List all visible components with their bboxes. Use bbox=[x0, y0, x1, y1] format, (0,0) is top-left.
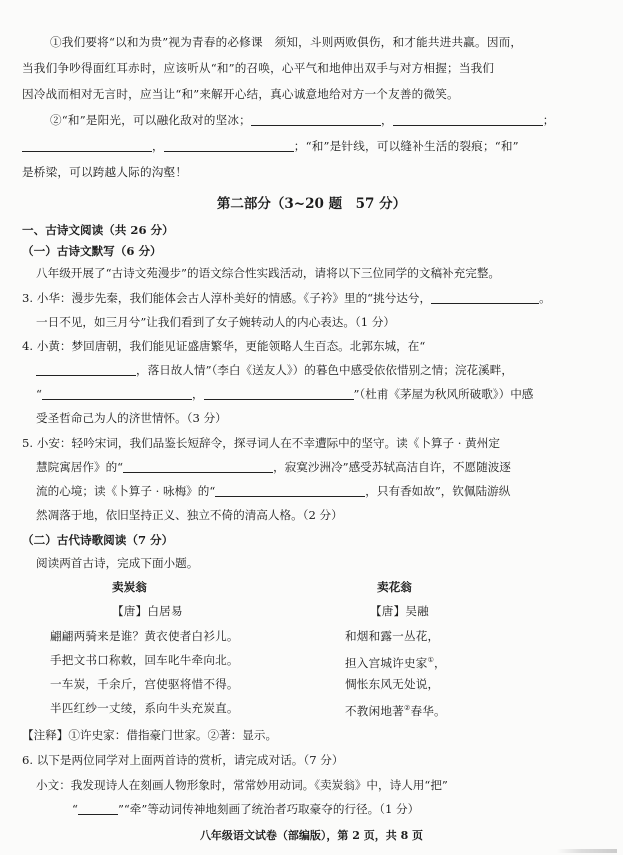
q4-line3 bbox=[36, 386, 605, 402]
answer-blank-4[interactable] bbox=[164, 139, 294, 152]
q4-text-2: ，落日故人情”（李白《送友人》）的暮色中感受依依惜别之情；浣花溪畔， bbox=[136, 363, 513, 377]
section1-heading: 一、古诗文阅读（共 26 分） bbox=[22, 223, 174, 237]
q5-text-2a: 慧院寓居作》的“ bbox=[36, 460, 124, 474]
footnote-marker-2: ② bbox=[403, 704, 411, 712]
q5-line3 bbox=[36, 483, 605, 499]
q4-blank-1[interactable] bbox=[36, 363, 136, 376]
q4-text-3: ”（杜甫《茅屋为秋风所破歌》）中感 bbox=[353, 387, 534, 401]
poem2-line: 和烟和露一丛花， bbox=[345, 629, 440, 643]
comma: ， bbox=[191, 387, 204, 401]
poem-notes: 【注释】①许史家：借指豪门世家。②著：显示。 bbox=[22, 728, 278, 742]
poem2-line-text: 不教闲地著 bbox=[345, 703, 404, 718]
part1-sentence-sun: ②“和”是阳光，可以融化敌对的坚冰； bbox=[50, 113, 251, 127]
comma: ， bbox=[152, 139, 164, 153]
poem2-line: 惆怅东风无处说， bbox=[345, 677, 440, 691]
q4-blank-3[interactable] bbox=[204, 387, 354, 400]
q5-line4: 然凋落于地，依旧坚持正义、独立不倚的清高人格。（2 分） bbox=[36, 508, 343, 522]
q5-text-3b: ，只有香如故”，钦佩陆游纵 bbox=[365, 484, 511, 498]
open-quote: “ bbox=[72, 802, 78, 816]
q6-text-3: ”“牵”等动词传神地刻画了统治者巧取豪夺的行径。（1 分） bbox=[117, 802, 420, 816]
poem1-title: 卖炭翁 bbox=[112, 580, 147, 594]
q5-line2 bbox=[36, 459, 605, 475]
poem1-author: 【唐】白居易 bbox=[112, 604, 183, 618]
q6-line1: 6. 以下是两位同学对上面两首诗的赏析，请完成对话。（7 分） bbox=[22, 753, 344, 767]
q3-line2: 一日不见，如三月兮”让我们看到了女子婉转动人的内心表达。（1 分） bbox=[36, 315, 396, 329]
scan-smudge bbox=[557, 849, 617, 853]
comma: ， bbox=[434, 655, 446, 670]
poem2-author: 【唐】吴融 bbox=[370, 604, 429, 618]
part1-line4 bbox=[50, 112, 605, 128]
poem2-line-text: 春华。 bbox=[410, 703, 446, 718]
q6-line2: 小文：我发现诗人在刻画人物形象时，常常妙用动词。《卖炭翁》中，诗人用“把” bbox=[36, 778, 448, 792]
part1-semicolon: ； bbox=[542, 113, 555, 127]
poem1-line: 手把文书口称敕，回车叱牛牵向北。 bbox=[50, 653, 239, 667]
poem2-line bbox=[345, 700, 446, 719]
comma: ， bbox=[380, 113, 393, 127]
reading-instruction: 阅读两首古诗，完成下面小题。 bbox=[36, 556, 199, 570]
q5-blank-2[interactable] bbox=[215, 484, 365, 497]
part1-line3: 因冷战而相对无言时，应当让“和”来解开心结，真心诚意地给对方一个友善的微笑。 bbox=[22, 87, 459, 101]
q3-line1 bbox=[22, 290, 605, 306]
q4-line1: 4. 小黄：梦回唐朝，我们能见证盛唐繁华，更能领略人生百态。北郭东城，在“ bbox=[22, 339, 426, 353]
poem2-line-text: 担入宫城许史家 bbox=[345, 655, 428, 670]
poem2-title: 卖花翁 bbox=[377, 580, 412, 594]
poem2-line bbox=[345, 652, 446, 671]
subsection2-heading: （二）古代诗歌阅读（7 分） bbox=[22, 533, 174, 547]
part2-title: 第二部分（3~20 题 57 分） bbox=[216, 196, 407, 212]
activity-intro: 八年级开展了“古诗文苑漫步”的语文综合性实践活动，请将以下三位同学的文稿补充完整。 bbox=[36, 266, 501, 280]
poem1-line: 翩翩两骑来是谁？黄衣使者白衫儿。 bbox=[50, 629, 239, 643]
poem1-line: 半匹红纱一丈绫，系向牛头充炭直。 bbox=[50, 701, 239, 715]
subsection1-heading: （一）古诗文默写（6 分） bbox=[22, 244, 162, 258]
answer-blank-2[interactable] bbox=[393, 113, 543, 126]
part1-line2: 当我们争吵得面红耳赤时，应该听从“和”的召唤，心平气和地伸出双手与对方相握；当我们 bbox=[22, 61, 495, 75]
q5-line1: 5. 小安：轻吟宋词，我们品鉴长短辞令，探寻词人在不幸遭际中的坚守。读《卜算子 · 黄州定 bbox=[22, 436, 500, 450]
answer-blank-1[interactable] bbox=[251, 113, 381, 126]
part1-sentence-needle: ；“和”是针线，可以缝补生活的裂痕；“和” bbox=[293, 139, 519, 153]
q6-line3 bbox=[72, 801, 605, 817]
q4-line4: 受圣哲命己为人的济世情怀。（3 分） bbox=[36, 411, 227, 425]
q5-text-3a: 流的心境；读《卜算子 · 咏梅》的“ bbox=[36, 484, 216, 498]
page-footer: 八年级语文试卷（部编版），第 2 页，共 8 页 bbox=[199, 829, 424, 842]
q5-blank-1[interactable] bbox=[123, 460, 273, 473]
part1-line5 bbox=[22, 138, 605, 154]
q3-text: 3. 小华：漫步先秦，我们能体会古人淳朴美好的情感。《子衿》里的“挑兮达兮， bbox=[22, 291, 432, 305]
part1-line1: ①我们要将“以和为贵”视为青春的必修课 须知，斗则两败俱伤，和才能共进共赢。因而， bbox=[50, 35, 523, 49]
period: 。 bbox=[539, 291, 551, 305]
part1-line6: 是桥梁，可以跨越人际的沟壑！ bbox=[22, 165, 188, 179]
q4-blank-2[interactable] bbox=[42, 387, 192, 400]
q3-blank[interactable] bbox=[431, 291, 539, 304]
q6-blank[interactable] bbox=[78, 802, 118, 815]
answer-blank-3[interactable] bbox=[22, 139, 152, 152]
poem1-line: 一车炭，千余斤，宫使驱将惜不得。 bbox=[50, 677, 239, 691]
q4-line2 bbox=[36, 362, 605, 378]
footnote-marker-1: ① bbox=[427, 656, 435, 664]
open-quote: “ bbox=[36, 387, 42, 401]
q5-text-2b: ，寂寞沙洲冷”感受苏轼高洁自许，不愿随波逐 bbox=[273, 460, 511, 474]
